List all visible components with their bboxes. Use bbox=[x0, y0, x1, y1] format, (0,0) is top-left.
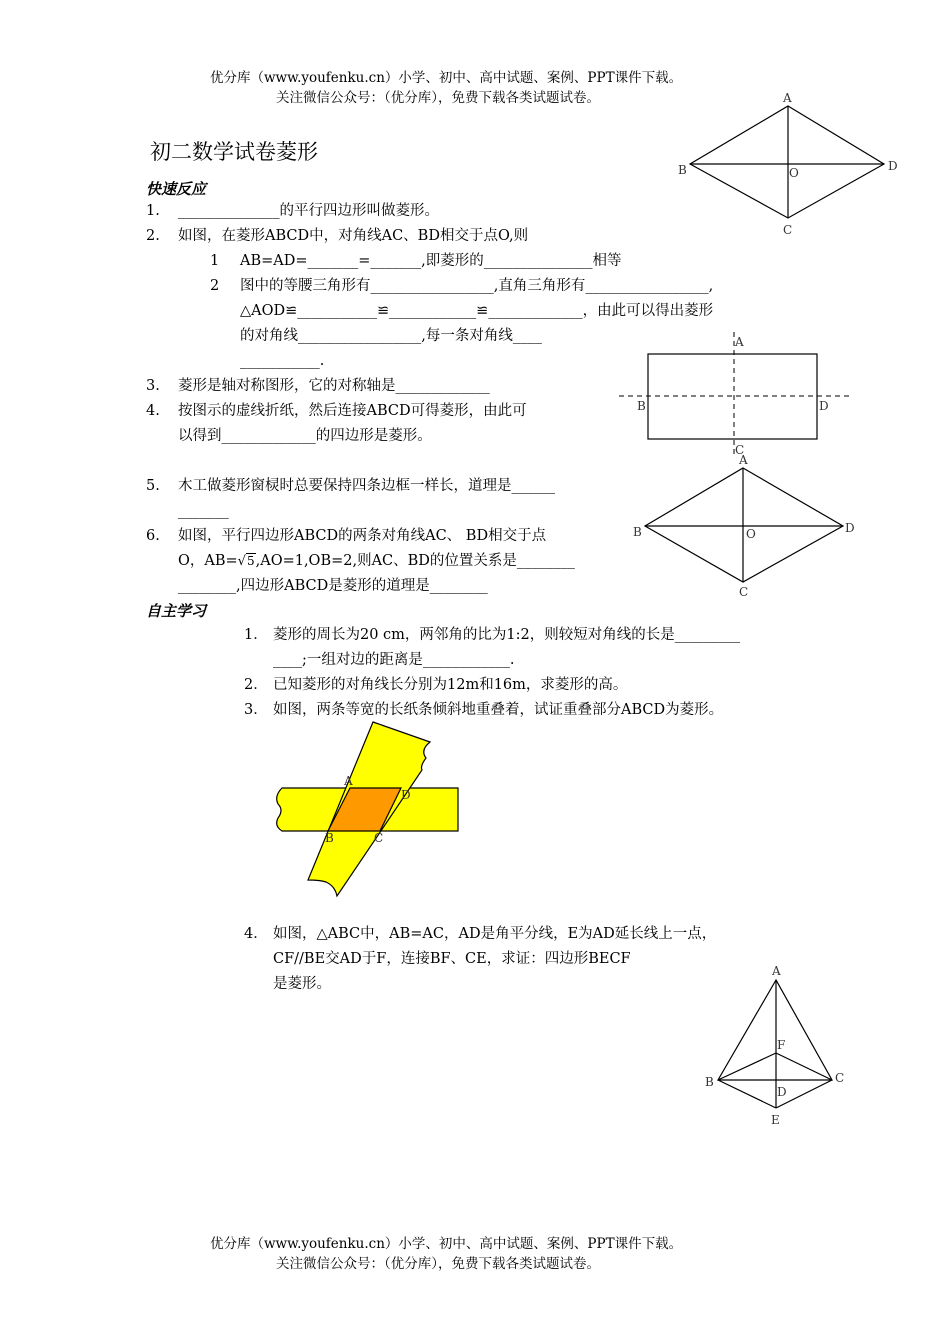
segment-bf bbox=[718, 1053, 776, 1080]
question-number: 4. bbox=[146, 403, 160, 419]
question-text: 菱形是轴对称图形，它的对称轴是_____________ bbox=[178, 378, 490, 394]
rhombus-figure-2 bbox=[630, 450, 860, 600]
question-text: 如图，两条等宽的长纸条倾斜地重叠着，试证重叠部分ABCD为菱形。 bbox=[273, 702, 724, 718]
sub-question-text: 的对角线_________________,每一条对角线____ bbox=[240, 328, 542, 344]
question-number: 3. bbox=[146, 378, 160, 394]
sqrt-icon: √ bbox=[237, 554, 246, 569]
header-line-1: 优分库（www.youfenku.cn）小学、初中、高中试题、案例、PPT课件下载。 bbox=[210, 70, 683, 86]
rectangle-fold-figure bbox=[615, 330, 855, 460]
label-c: C bbox=[374, 831, 384, 845]
footer-line-1: 优分库（www.youfenku.cn）小学、初中、高中试题、案例、PPT课件下载。 bbox=[210, 1236, 683, 1252]
segment-be bbox=[718, 1080, 776, 1108]
label-c: C bbox=[783, 223, 793, 237]
triangle-kite-figure bbox=[700, 958, 860, 1133]
label-a: A bbox=[735, 335, 744, 349]
label-b: B bbox=[705, 1075, 714, 1089]
label-d: D bbox=[777, 1085, 787, 1099]
label-e: E bbox=[771, 1113, 780, 1127]
question-number: 6. bbox=[146, 528, 160, 544]
label-b: B bbox=[325, 831, 334, 845]
label-b: B bbox=[678, 163, 687, 177]
section-heading-self-study: 自主学习 bbox=[146, 602, 207, 620]
label-c: C bbox=[735, 443, 745, 457]
section-heading-quick: 快速反应 bbox=[146, 180, 207, 198]
label-f: F bbox=[777, 1038, 786, 1052]
label-o: O bbox=[746, 527, 756, 541]
label-a: A bbox=[344, 774, 353, 788]
question-text: ______________的平行四边形叫做菱形。 bbox=[178, 203, 439, 219]
rhombus-outline bbox=[690, 106, 884, 218]
rhombus-figure-1 bbox=[670, 88, 910, 240]
triangle-abc bbox=[718, 980, 832, 1080]
label-d: D bbox=[845, 521, 855, 535]
label-o: O bbox=[789, 166, 799, 180]
question-text: 如图，平行四边形ABCD的两条对角线AC、 BD相交于点 bbox=[178, 528, 547, 544]
question-number: 3． bbox=[244, 702, 268, 718]
sqrt-expression bbox=[238, 551, 256, 572]
question-text: 按图示的虚线折纸，然后连接ABCD可得菱形，由此可 bbox=[178, 403, 527, 419]
header-line-2: 关注微信公众号：（优分库），免费下载各类试题试卷。 bbox=[276, 90, 600, 106]
question-text: 是菱形。 bbox=[273, 976, 331, 992]
question-text: 如图，在菱形ABCD中，对角线AC、BD相交于点O,则 bbox=[178, 228, 529, 244]
footer-line-2: 关注微信公众号：（优分库），免费下载各类试题试卷。 bbox=[276, 1256, 600, 1272]
label-c: C bbox=[835, 1071, 845, 1085]
question-text: 菱形的周长为20 cm，两邻角的比为1:2，则较短对角线的长是_________ bbox=[273, 627, 741, 643]
question-number: 5. bbox=[146, 478, 160, 494]
sub-question-text: ___________. bbox=[240, 353, 325, 369]
question-text: 已知菱形的对角线长分别为12m和16m，求菱形的高。 bbox=[273, 677, 628, 693]
rhombus-outline bbox=[645, 468, 843, 582]
question-text bbox=[178, 551, 575, 572]
question-number: 2. bbox=[146, 228, 160, 244]
segment-cf bbox=[776, 1053, 832, 1080]
question-text: ________,四边形ABCD是菱形的道理是________ bbox=[178, 578, 488, 594]
crossing-strips-figure bbox=[270, 718, 470, 903]
label-a: A bbox=[739, 453, 748, 467]
page-title: 初二数学试卷菱形 bbox=[150, 140, 318, 164]
sub-question-text: △AOD≌___________≌____________≌_____________，由此可以得出菱形 bbox=[240, 303, 714, 319]
label-b: B bbox=[633, 525, 642, 539]
question-text: 如图，△ABC中，AB=AC，AD是角平分线，E为AD延长线上一点， bbox=[273, 926, 717, 942]
sqrt-radicand: 5 bbox=[246, 554, 255, 568]
question-text: CF//BE交AD于F，连接BF、CE，求证：四边形BECF bbox=[273, 951, 631, 967]
question-number: 2． bbox=[244, 677, 268, 693]
question-number: 1. bbox=[146, 203, 160, 219]
question-text: _______ bbox=[178, 503, 229, 519]
question-number: 1． bbox=[244, 627, 268, 643]
sub-question-number: 2 bbox=[210, 278, 220, 294]
sub-question-number: 1 bbox=[210, 253, 220, 269]
label-b: B bbox=[637, 399, 646, 413]
label-d: D bbox=[888, 159, 898, 173]
question-text: ____;一组对边的距离是____________. bbox=[273, 652, 515, 668]
sub-question-text: 图中的等腰三角形有_________________,直角三角形有_________________, bbox=[240, 278, 714, 294]
label-a: A bbox=[783, 91, 792, 105]
question-number: 4． bbox=[244, 926, 268, 942]
label-a: A bbox=[772, 964, 781, 978]
question-text: 木工做菱形窗棂时总要保持四条边框一样长，道理是______ bbox=[178, 478, 555, 494]
label-d: D bbox=[819, 399, 829, 413]
question-text: 以得到_____________的四边形是菱形。 bbox=[178, 428, 432, 444]
question-text-part: O，AB= bbox=[178, 553, 238, 569]
sub-question-text: AB=AD=_______=_______,即菱形的_______________相等 bbox=[240, 253, 622, 269]
label-d: D bbox=[401, 788, 411, 802]
label-c: C bbox=[739, 585, 749, 599]
question-text-part: ,AO=1,OB=2,则AC、BD的位置关系是________ bbox=[255, 553, 575, 569]
